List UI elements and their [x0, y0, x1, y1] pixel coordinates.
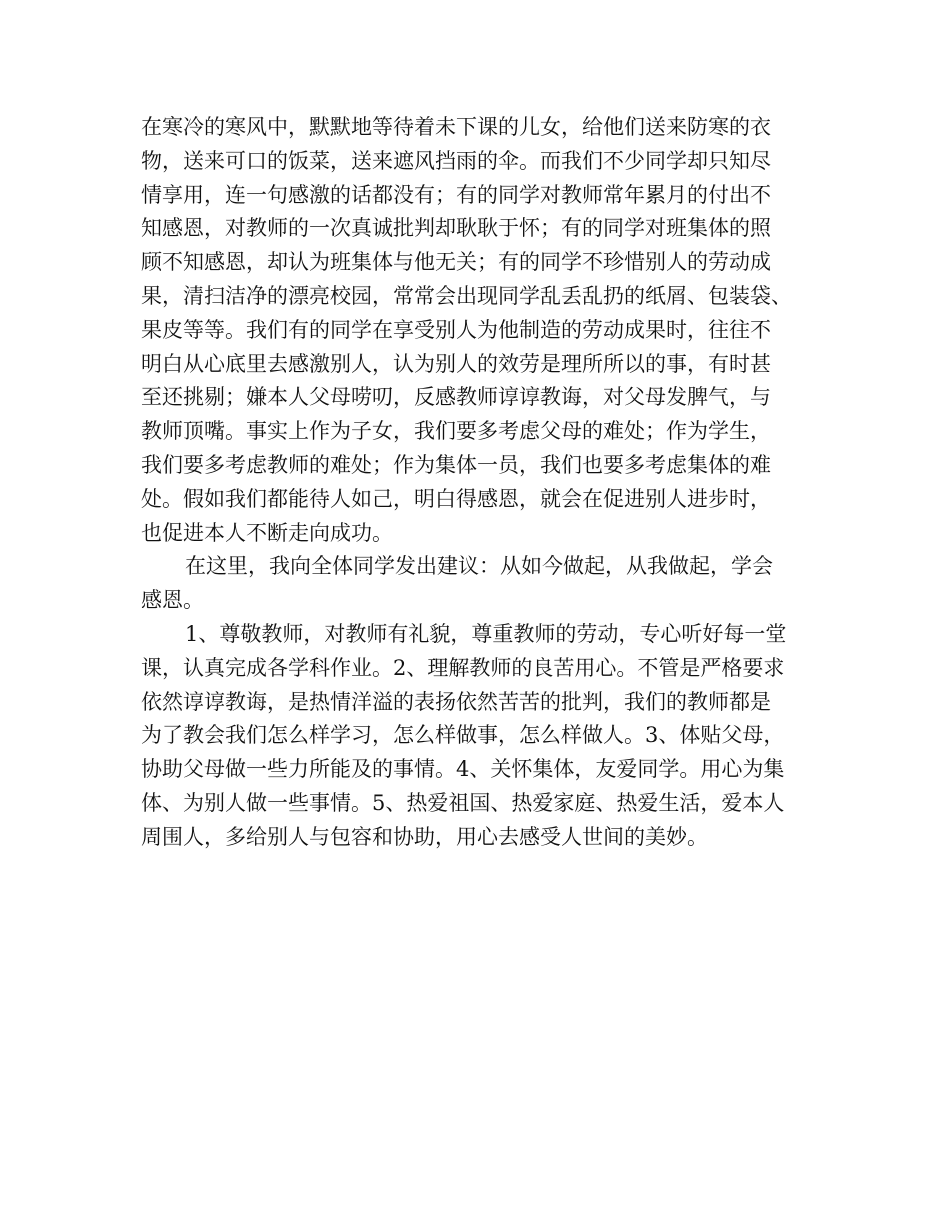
- text-line: 我们要多考虑教师的难处；作为集体一员，我们也要多考虑集体的难: [141, 452, 771, 477]
- text-line: 依然谆谆教诲，是热情洋溢的表扬依然苦苦的批判，我们的教师都是: [141, 689, 771, 714]
- text-line: 果皮等等。我们有的同学在享受别人为他制造的劳动成果时，往往不: [141, 317, 771, 342]
- text-line: 处。假如我们都能待人如己，明白得感恩，就会在促进别人进步时，: [141, 486, 771, 511]
- text-line: 顾不知感恩，却认为班集体与他无关；有的同学不珍惜别人的劳动成: [141, 250, 771, 275]
- text-line: 情享用，连一句感激的话都没有；有的同学对教师常年累月的付出不: [141, 182, 771, 207]
- text-line: 教师顶嘴。事实上作为子女，我们要多考虑父母的难处；作为学生，: [141, 419, 771, 444]
- text-line: 感恩。: [141, 588, 204, 613]
- text-line: 协助父母做一些力所能及的事情。4、关怀集体，友爱同学。用心为集: [141, 757, 785, 782]
- text-line: 至还挑剔；嫌本人父母唠叨，反感教师谆谆教诲，对父母发脾气，与: [141, 385, 771, 410]
- text-line: 知感恩，对教师的一次真诚批判却耿耿于怀；有的同学对班集体的照: [141, 216, 771, 241]
- text-line: 课，认真完成各学科作业。2、理解教师的良苦用心。不管是严格要求: [141, 655, 785, 680]
- text-line: 为了教会我们怎么样学习，怎么样做事，怎么样做人。3、体贴父母，: [141, 723, 785, 748]
- text-line: 周围人，多给别人与包容和协助，用心去感受人世间的美妙。: [141, 824, 708, 849]
- text-line: 1、尊敬教师，对教师有礼貌，尊重教师的劳动，专心听好每一堂: [185, 621, 787, 646]
- text-line: 在寒冷的寒风中，默默地等待着未下课的儿女，给他们送来防寒的衣: [141, 115, 771, 139]
- body-text: [141, 111, 831, 855]
- text-line: 体、为别人做一些事情。5、热爱祖国、热爱家庭、热爱生活，爱本人: [141, 790, 785, 815]
- text-line: 物，送来可口的饭菜，送来遮风挡雨的伞。而我们不少同学却只知尽: [141, 148, 771, 173]
- text-line: 也促进本人不断走向成功。: [141, 520, 393, 545]
- text-line: 明白从心底里去感激别人，认为别人的效劳是理所所以的事，有时甚: [141, 351, 771, 376]
- text-line: 在这里，我向全体同学发出建议：从如今做起，从我做起，学会: [185, 554, 773, 579]
- text-line: 果，清扫洁净的漂亮校园，常常会出现同学乱丢乱扔的纸屑、包装袋、: [141, 283, 792, 308]
